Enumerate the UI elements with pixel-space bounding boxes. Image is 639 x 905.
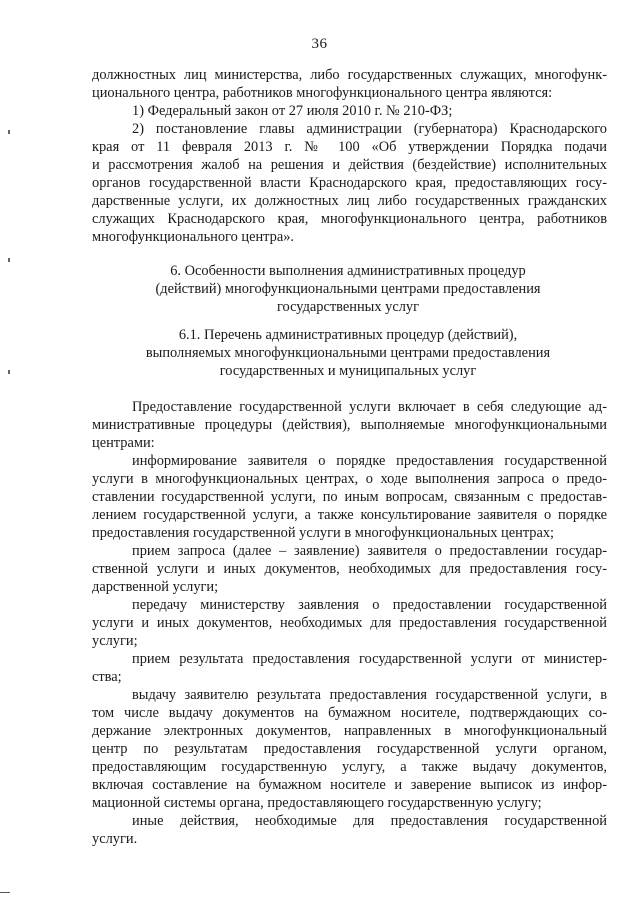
text-line: передачу министерству заявления о предоставлении государственной — [132, 597, 607, 613]
text-line: должностных лиц министерства, либо государственных служащих, многофунк- — [92, 67, 607, 83]
text-line: услуги в многофункциональных центрах, о ходе выполнения запроса о предо- — [92, 471, 607, 487]
text-line: органов государственной власти Краснодарского края, предоставляющих госу- — [92, 175, 607, 191]
text-line: ционального центра, работников многофункционального центра являются: — [92, 85, 553, 101]
text-line: ственной услуги и иных документов, необходимых для предоставления госу- — [92, 561, 607, 577]
text-line: выдачу заявителю результата предоставления государственной услуги, в — [132, 687, 607, 703]
section-heading-line: (действий) многофункциональными центрами предоставления — [155, 281, 541, 297]
text-line: предоставляющим государственную услугу, а также выдачу документов, — [92, 759, 607, 775]
text-line: услуги; — [92, 633, 138, 649]
text-line: держание электронных документов, направленных в многофункциональный — [92, 723, 607, 739]
text-line: дарственные услуги, их должностных лиц либо государственных гражданских — [92, 193, 607, 209]
text-line: центрами: — [92, 435, 155, 451]
section-heading-line: выполняемых многофункциональными центрами предоставления — [145, 345, 551, 361]
section-heading-line: 6. Особенности выполнения административных процедур — [170, 263, 526, 279]
text-line: мационной системы органа, предоставляющего государственную услугу; — [92, 795, 542, 811]
text-line: центр по результатам предоставления государственной услуги органом, — [92, 741, 607, 757]
scan-edge-mark — [0, 892, 10, 893]
text-line: 1) Федеральный закон от 27 июля 2010 г. № 210-ФЗ; — [132, 103, 453, 119]
text-line: лением государственной услуги, а также консультирование заявителя о порядке — [92, 507, 607, 523]
text-line: служащих Краснодарского края, многофункционального центра, работников — [92, 211, 607, 227]
text-line: Предоставление государственной услуги включает в себя следующие ад- — [132, 399, 607, 415]
section-heading-line: государственных услуг — [277, 299, 419, 315]
text-line: ства; — [92, 669, 122, 685]
text-line: ставлении государственной услуги, по иным вопросам, связанным с предостав- — [92, 489, 607, 505]
text-line: включая составление на бумажном носителе и заверение выписок из инфор- — [92, 777, 607, 793]
text-line: министративные процедуры (действия), выполняемые многофункциональными — [92, 417, 607, 433]
section-heading-line: государственных и муниципальных услуг — [219, 363, 477, 379]
page-number: 36 — [311, 36, 328, 52]
section-heading-line: 6.1. Перечень административных процедур (действий), — [178, 327, 518, 343]
scan-mark — [8, 130, 10, 134]
text-line: дарственной услуги; — [92, 579, 219, 595]
text-line: предоставления государственной услуги в многофункциональных центрах; — [92, 525, 555, 541]
text-line: иные действия, необходимые для предоставления государственной — [132, 813, 607, 829]
text-line: прием результата предоставления государственной услуги от министер- — [132, 651, 607, 667]
text-line: 2) постановление главы администрации (губернатора) Краснодарского — [132, 121, 607, 137]
text-line: том числе выдачу документов на бумажном носителе, подтверждающих со- — [92, 705, 607, 721]
text-line: и рассмотрения жалоб на решения и действия (бездействие) исполнительных — [92, 157, 607, 173]
text-line: прием запроса (далее – заявление) заявителя о предоставлении государ- — [132, 543, 607, 559]
text-line: услуги и иных документов, необходимых для предоставления государственной — [92, 615, 607, 631]
text-line: края от 11 февраля 2013 г. № 100 «Об утверждении Порядка подачи — [92, 139, 607, 155]
scan-mark — [8, 370, 10, 374]
text-line: многофункционального центра». — [92, 229, 295, 245]
text-line: информирование заявителя о порядке предоставления государственной — [132, 453, 607, 469]
text-line: услуги. — [92, 831, 138, 847]
scan-mark — [8, 258, 10, 262]
